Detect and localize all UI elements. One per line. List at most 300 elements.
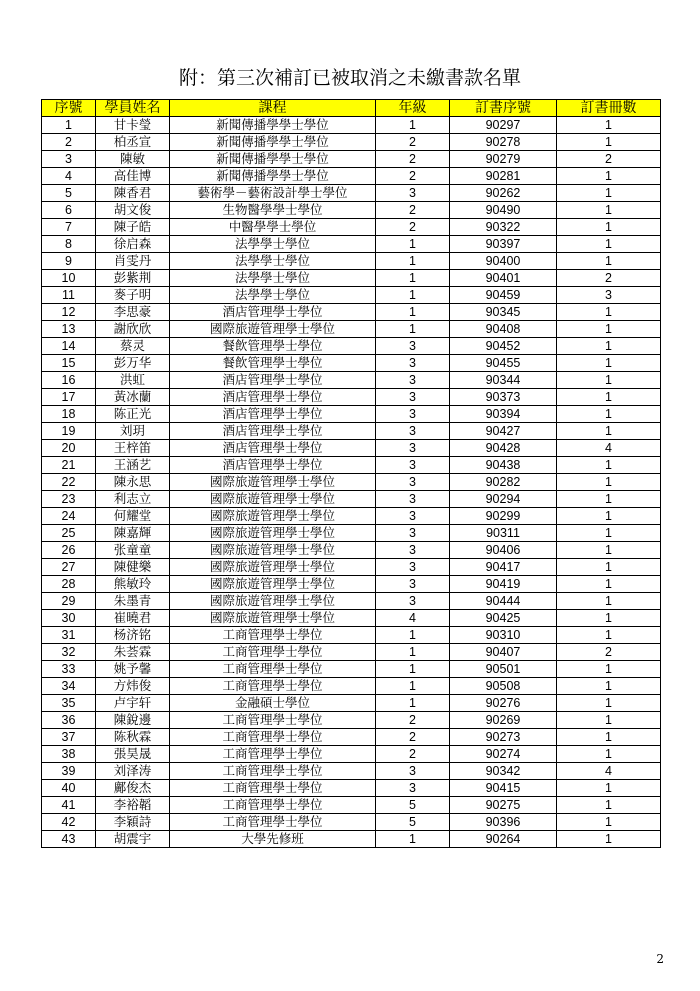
cell-programme: 酒店管理學士學位	[170, 406, 376, 423]
table-row	[42, 321, 661, 338]
table-row	[42, 355, 661, 372]
cell-student-name: 陈秋霖	[96, 729, 170, 746]
cell-programme: 法學學士學位	[170, 270, 376, 287]
table-row	[42, 508, 661, 525]
cell-order-number: 90342	[450, 763, 557, 780]
cell-student-name: 陳香君	[96, 185, 170, 202]
cell-index: 11	[42, 287, 96, 304]
table-row	[42, 236, 661, 253]
cell-index: 8	[42, 236, 96, 253]
cell-book-count: 1	[557, 253, 661, 270]
cell-book-count: 1	[557, 423, 661, 440]
cell-order-number: 90262	[450, 185, 557, 202]
cell-order-number: 90310	[450, 627, 557, 644]
cell-programme: 國際旅遊管理學士學位	[170, 525, 376, 542]
cell-year: 3	[376, 780, 450, 797]
cell-order-number: 90419	[450, 576, 557, 593]
cell-year: 5	[376, 814, 450, 831]
cell-programme: 新聞傳播學學士學位	[170, 134, 376, 151]
cell-order-number: 90373	[450, 389, 557, 406]
cell-programme: 法學學士學位	[170, 287, 376, 304]
cell-book-count: 1	[557, 117, 661, 134]
column-header-book-count: 訂書冊數	[557, 100, 661, 117]
cell-student-name: 陳子皓	[96, 219, 170, 236]
cell-index: 6	[42, 202, 96, 219]
cell-book-count: 1	[557, 576, 661, 593]
cell-order-number: 90297	[450, 117, 557, 134]
cell-programme: 新聞傳播學學士學位	[170, 151, 376, 168]
cell-book-count: 1	[557, 814, 661, 831]
cell-book-count: 1	[557, 491, 661, 508]
cell-student-name: 崔曉君	[96, 610, 170, 627]
cell-student-name: 高佳博	[96, 168, 170, 185]
cell-year: 1	[376, 236, 450, 253]
cell-index: 1	[42, 117, 96, 134]
cell-book-count: 3	[557, 287, 661, 304]
cell-student-name: 方炜俊	[96, 678, 170, 695]
cell-book-count: 2	[557, 151, 661, 168]
cell-order-number: 90264	[450, 831, 557, 848]
cell-year: 2	[376, 729, 450, 746]
cell-index: 27	[42, 559, 96, 576]
cell-programme: 工商管理學士學位	[170, 661, 376, 678]
cell-order-number: 90455	[450, 355, 557, 372]
table-row	[42, 117, 661, 134]
cell-year: 2	[376, 168, 450, 185]
cell-order-number: 90452	[450, 338, 557, 355]
unpaid-list-table	[41, 99, 661, 848]
cell-year: 3	[376, 440, 450, 457]
table-row	[42, 338, 661, 355]
table-body	[42, 117, 661, 848]
cell-year: 2	[376, 219, 450, 236]
cell-book-count: 1	[557, 202, 661, 219]
cell-book-count: 1	[557, 678, 661, 695]
cell-student-name: 杨济铭	[96, 627, 170, 644]
cell-year: 3	[376, 185, 450, 202]
cell-student-name: 陈正光	[96, 406, 170, 423]
cell-book-count: 1	[557, 593, 661, 610]
table-row	[42, 661, 661, 678]
cell-programme: 工商管理學士學位	[170, 814, 376, 831]
cell-order-number: 90269	[450, 712, 557, 729]
cell-programme: 國際旅遊管理學士學位	[170, 491, 376, 508]
cell-book-count: 1	[557, 236, 661, 253]
cell-student-name: 陳銳邊	[96, 712, 170, 729]
cell-index: 28	[42, 576, 96, 593]
cell-programme: 工商管理學士學位	[170, 763, 376, 780]
cell-order-number: 90282	[450, 474, 557, 491]
cell-programme: 國際旅遊管理學士學位	[170, 542, 376, 559]
table-row	[42, 746, 661, 763]
cell-programme: 國際旅遊管理學士學位	[170, 610, 376, 627]
table-row	[42, 542, 661, 559]
cell-year: 3	[376, 457, 450, 474]
cell-order-number: 90299	[450, 508, 557, 525]
table-row	[42, 287, 661, 304]
cell-index: 24	[42, 508, 96, 525]
cell-year: 3	[376, 372, 450, 389]
cell-student-name: 彭紫荆	[96, 270, 170, 287]
cell-student-name: 朱墨青	[96, 593, 170, 610]
cell-index: 39	[42, 763, 96, 780]
cell-programme: 新聞傳播學學士學位	[170, 168, 376, 185]
cell-student-name: 利志立	[96, 491, 170, 508]
cell-order-number: 90322	[450, 219, 557, 236]
cell-index: 43	[42, 831, 96, 848]
cell-index: 16	[42, 372, 96, 389]
cell-book-count: 1	[557, 474, 661, 491]
cell-programme: 生物醫學學士學位	[170, 202, 376, 219]
cell-student-name: 王梓笛	[96, 440, 170, 457]
cell-student-name: 張昊晟	[96, 746, 170, 763]
table-row	[42, 168, 661, 185]
table-row	[42, 763, 661, 780]
cell-programme: 酒店管理學士學位	[170, 389, 376, 406]
cell-book-count: 1	[557, 797, 661, 814]
table-row	[42, 729, 661, 746]
cell-index: 36	[42, 712, 96, 729]
cell-student-name: 刘泽涛	[96, 763, 170, 780]
cell-year: 3	[376, 491, 450, 508]
cell-book-count: 2	[557, 270, 661, 287]
cell-order-number: 90406	[450, 542, 557, 559]
column-header-programme: 課程	[170, 100, 376, 117]
cell-order-number: 90278	[450, 134, 557, 151]
table-row	[42, 491, 661, 508]
column-header-student-name: 學員姓名	[96, 100, 170, 117]
cell-year: 2	[376, 746, 450, 763]
cell-book-count: 1	[557, 321, 661, 338]
cell-order-number: 90294	[450, 491, 557, 508]
cell-year: 2	[376, 202, 450, 219]
cell-programme: 餐飲管理學士學位	[170, 338, 376, 355]
cell-index: 31	[42, 627, 96, 644]
cell-year: 1	[376, 117, 450, 134]
cell-student-name: 李穎詩	[96, 814, 170, 831]
cell-index: 14	[42, 338, 96, 355]
cell-programme: 工商管理學士學位	[170, 729, 376, 746]
cell-student-name: 陳敏	[96, 151, 170, 168]
cell-book-count: 1	[557, 729, 661, 746]
cell-book-count: 1	[557, 355, 661, 372]
cell-student-name: 朱荟霖	[96, 644, 170, 661]
cell-programme: 工商管理學士學位	[170, 627, 376, 644]
cell-student-name: 何耀堂	[96, 508, 170, 525]
cell-index: 25	[42, 525, 96, 542]
table-row	[42, 219, 661, 236]
cell-year: 1	[376, 627, 450, 644]
cell-student-name: 卢宇轩	[96, 695, 170, 712]
cell-index: 12	[42, 304, 96, 321]
cell-student-name: 甘卡瑩	[96, 117, 170, 134]
cell-book-count: 1	[557, 304, 661, 321]
cell-year: 3	[376, 559, 450, 576]
cell-student-name: 熊敏玲	[96, 576, 170, 593]
cell-year: 3	[376, 508, 450, 525]
cell-index: 29	[42, 593, 96, 610]
cell-index: 38	[42, 746, 96, 763]
cell-book-count: 1	[557, 542, 661, 559]
cell-year: 1	[376, 304, 450, 321]
cell-student-name: 陳健樂	[96, 559, 170, 576]
cell-order-number: 90427	[450, 423, 557, 440]
table-row	[42, 814, 661, 831]
cell-order-number: 90490	[450, 202, 557, 219]
cell-programme: 大學先修班	[170, 831, 376, 848]
cell-index: 5	[42, 185, 96, 202]
cell-index: 4	[42, 168, 96, 185]
cell-student-name: 彭万华	[96, 355, 170, 372]
cell-index: 33	[42, 661, 96, 678]
cell-book-count: 1	[557, 168, 661, 185]
column-header-index: 序號	[42, 100, 96, 117]
cell-index: 37	[42, 729, 96, 746]
cell-student-name: 謝欣欣	[96, 321, 170, 338]
cell-programme: 國際旅遊管理學士學位	[170, 593, 376, 610]
cell-student-name: 徐启森	[96, 236, 170, 253]
table-row	[42, 627, 661, 644]
cell-order-number: 90408	[450, 321, 557, 338]
cell-index: 13	[42, 321, 96, 338]
table-row	[42, 831, 661, 848]
cell-student-name: 鄺俊杰	[96, 780, 170, 797]
table-row	[42, 525, 661, 542]
cell-year: 2	[376, 151, 450, 168]
cell-order-number: 90281	[450, 168, 557, 185]
cell-student-name: 刘玥	[96, 423, 170, 440]
cell-index: 10	[42, 270, 96, 287]
cell-year: 1	[376, 321, 450, 338]
cell-year: 4	[376, 610, 450, 627]
cell-order-number: 90428	[450, 440, 557, 457]
cell-book-count: 1	[557, 559, 661, 576]
cell-programme: 國際旅遊管理學士學位	[170, 508, 376, 525]
cell-order-number: 90275	[450, 797, 557, 814]
cell-student-name: 洪虹	[96, 372, 170, 389]
cell-year: 5	[376, 797, 450, 814]
cell-book-count: 1	[557, 831, 661, 848]
cell-student-name: 麥子明	[96, 287, 170, 304]
cell-order-number: 90459	[450, 287, 557, 304]
cell-student-name: 陳嘉輝	[96, 525, 170, 542]
cell-programme: 酒店管理學士學位	[170, 304, 376, 321]
cell-index: 42	[42, 814, 96, 831]
cell-order-number: 90415	[450, 780, 557, 797]
cell-student-name: 李思豪	[96, 304, 170, 321]
cell-index: 41	[42, 797, 96, 814]
cell-index: 17	[42, 389, 96, 406]
cell-programme: 國際旅遊管理學士學位	[170, 559, 376, 576]
cell-index: 23	[42, 491, 96, 508]
cell-year: 3	[376, 389, 450, 406]
table-row	[42, 389, 661, 406]
table-row	[42, 185, 661, 202]
table-row	[42, 457, 661, 474]
cell-order-number: 90401	[450, 270, 557, 287]
cell-student-name: 胡震宇	[96, 831, 170, 848]
cell-index: 7	[42, 219, 96, 236]
cell-book-count: 2	[557, 644, 661, 661]
cell-book-count: 1	[557, 525, 661, 542]
cell-year: 1	[376, 253, 450, 270]
cell-year: 1	[376, 270, 450, 287]
cell-year: 2	[376, 712, 450, 729]
table-row	[42, 644, 661, 661]
cell-book-count: 1	[557, 780, 661, 797]
cell-book-count: 1	[557, 134, 661, 151]
cell-student-name: 柏丞宣	[96, 134, 170, 151]
cell-order-number: 90276	[450, 695, 557, 712]
cell-order-number: 90345	[450, 304, 557, 321]
cell-programme: 工商管理學士學位	[170, 678, 376, 695]
cell-student-name: 姚予馨	[96, 661, 170, 678]
cell-order-number: 90273	[450, 729, 557, 746]
cell-order-number: 90279	[450, 151, 557, 168]
cell-book-count: 1	[557, 389, 661, 406]
column-header-order-number: 訂書序號	[450, 100, 557, 117]
cell-order-number: 90344	[450, 372, 557, 389]
cell-book-count: 4	[557, 440, 661, 457]
cell-year: 3	[376, 593, 450, 610]
table-row	[42, 474, 661, 491]
table-row	[42, 151, 661, 168]
table-row	[42, 712, 661, 729]
cell-student-name: 胡文俊	[96, 202, 170, 219]
table-row	[42, 270, 661, 287]
cell-book-count: 1	[557, 372, 661, 389]
cell-book-count: 1	[557, 695, 661, 712]
cell-order-number: 90311	[450, 525, 557, 542]
cell-book-count: 1	[557, 338, 661, 355]
cell-programme: 酒店管理學士學位	[170, 423, 376, 440]
cell-index: 30	[42, 610, 96, 627]
table-row	[42, 134, 661, 151]
table-row	[42, 780, 661, 797]
cell-programme: 工商管理學士學位	[170, 712, 376, 729]
table-row	[42, 695, 661, 712]
cell-programme: 酒店管理學士學位	[170, 457, 376, 474]
cell-programme: 新聞傳播學學士學位	[170, 117, 376, 134]
cell-year: 1	[376, 831, 450, 848]
cell-order-number: 90501	[450, 661, 557, 678]
cell-index: 21	[42, 457, 96, 474]
cell-order-number: 90425	[450, 610, 557, 627]
cell-index: 35	[42, 695, 96, 712]
cell-programme: 法學學士學位	[170, 236, 376, 253]
cell-year: 3	[376, 525, 450, 542]
cell-year: 1	[376, 661, 450, 678]
table-header-row	[42, 100, 661, 117]
cell-index: 32	[42, 644, 96, 661]
cell-index: 9	[42, 253, 96, 270]
cell-student-name: 蔡灵	[96, 338, 170, 355]
cell-book-count: 1	[557, 661, 661, 678]
cell-book-count: 1	[557, 610, 661, 627]
cell-programme: 國際旅遊管理學士學位	[170, 474, 376, 491]
table-row	[42, 610, 661, 627]
table-row	[42, 304, 661, 321]
cell-order-number: 90407	[450, 644, 557, 661]
cell-year: 1	[376, 695, 450, 712]
cell-year: 1	[376, 678, 450, 695]
table-row	[42, 593, 661, 610]
cell-year: 2	[376, 134, 450, 151]
cell-order-number: 90444	[450, 593, 557, 610]
cell-programme: 工商管理學士學位	[170, 797, 376, 814]
cell-programme: 國際旅遊管理學士學位	[170, 576, 376, 593]
cell-year: 3	[376, 338, 450, 355]
cell-index: 40	[42, 780, 96, 797]
cell-index: 34	[42, 678, 96, 695]
cell-order-number: 90508	[450, 678, 557, 695]
cell-year: 3	[376, 542, 450, 559]
cell-order-number: 90396	[450, 814, 557, 831]
page-number: 2	[656, 952, 664, 966]
table-row	[42, 372, 661, 389]
cell-year: 1	[376, 644, 450, 661]
cell-student-name: 陳永思	[96, 474, 170, 491]
cell-book-count: 1	[557, 457, 661, 474]
cell-order-number: 90394	[450, 406, 557, 423]
cell-programme: 工商管理學士學位	[170, 746, 376, 763]
cell-programme: 餐飲管理學士學位	[170, 355, 376, 372]
cell-student-name: 张童童	[96, 542, 170, 559]
cell-student-name: 黃冰蘭	[96, 389, 170, 406]
cell-year: 1	[376, 287, 450, 304]
cell-programme: 藝術學－藝術設計學士學位	[170, 185, 376, 202]
cell-index: 18	[42, 406, 96, 423]
cell-book-count: 1	[557, 627, 661, 644]
cell-book-count: 1	[557, 185, 661, 202]
cell-index: 20	[42, 440, 96, 457]
table-row	[42, 406, 661, 423]
cell-programme: 工商管理學士學位	[170, 644, 376, 661]
cell-index: 2	[42, 134, 96, 151]
cell-index: 3	[42, 151, 96, 168]
table-row	[42, 423, 661, 440]
cell-year: 3	[376, 406, 450, 423]
cell-book-count: 1	[557, 508, 661, 525]
cell-order-number: 90400	[450, 253, 557, 270]
cell-programme: 金融碩士學位	[170, 695, 376, 712]
cell-book-count: 1	[557, 219, 661, 236]
cell-student-name: 肖雯丹	[96, 253, 170, 270]
table-row	[42, 559, 661, 576]
table-row	[42, 678, 661, 695]
cell-year: 3	[376, 763, 450, 780]
cell-order-number: 90397	[450, 236, 557, 253]
cell-year: 3	[376, 355, 450, 372]
table-row	[42, 797, 661, 814]
cell-index: 26	[42, 542, 96, 559]
table-row	[42, 576, 661, 593]
cell-year: 3	[376, 474, 450, 491]
cell-book-count: 1	[557, 746, 661, 763]
cell-index: 22	[42, 474, 96, 491]
table-row	[42, 202, 661, 219]
cell-book-count: 4	[557, 763, 661, 780]
cell-programme: 國際旅遊管理學士學位	[170, 321, 376, 338]
cell-student-name: 李裕韜	[96, 797, 170, 814]
cell-year: 3	[376, 423, 450, 440]
table-row	[42, 440, 661, 457]
cell-programme: 法學學士學位	[170, 253, 376, 270]
cell-student-name: 王涵艺	[96, 457, 170, 474]
page-title: 附：第三次補訂已被取消之未繳書款名單	[178, 67, 521, 89]
cell-order-number: 90438	[450, 457, 557, 474]
table-row	[42, 253, 661, 270]
